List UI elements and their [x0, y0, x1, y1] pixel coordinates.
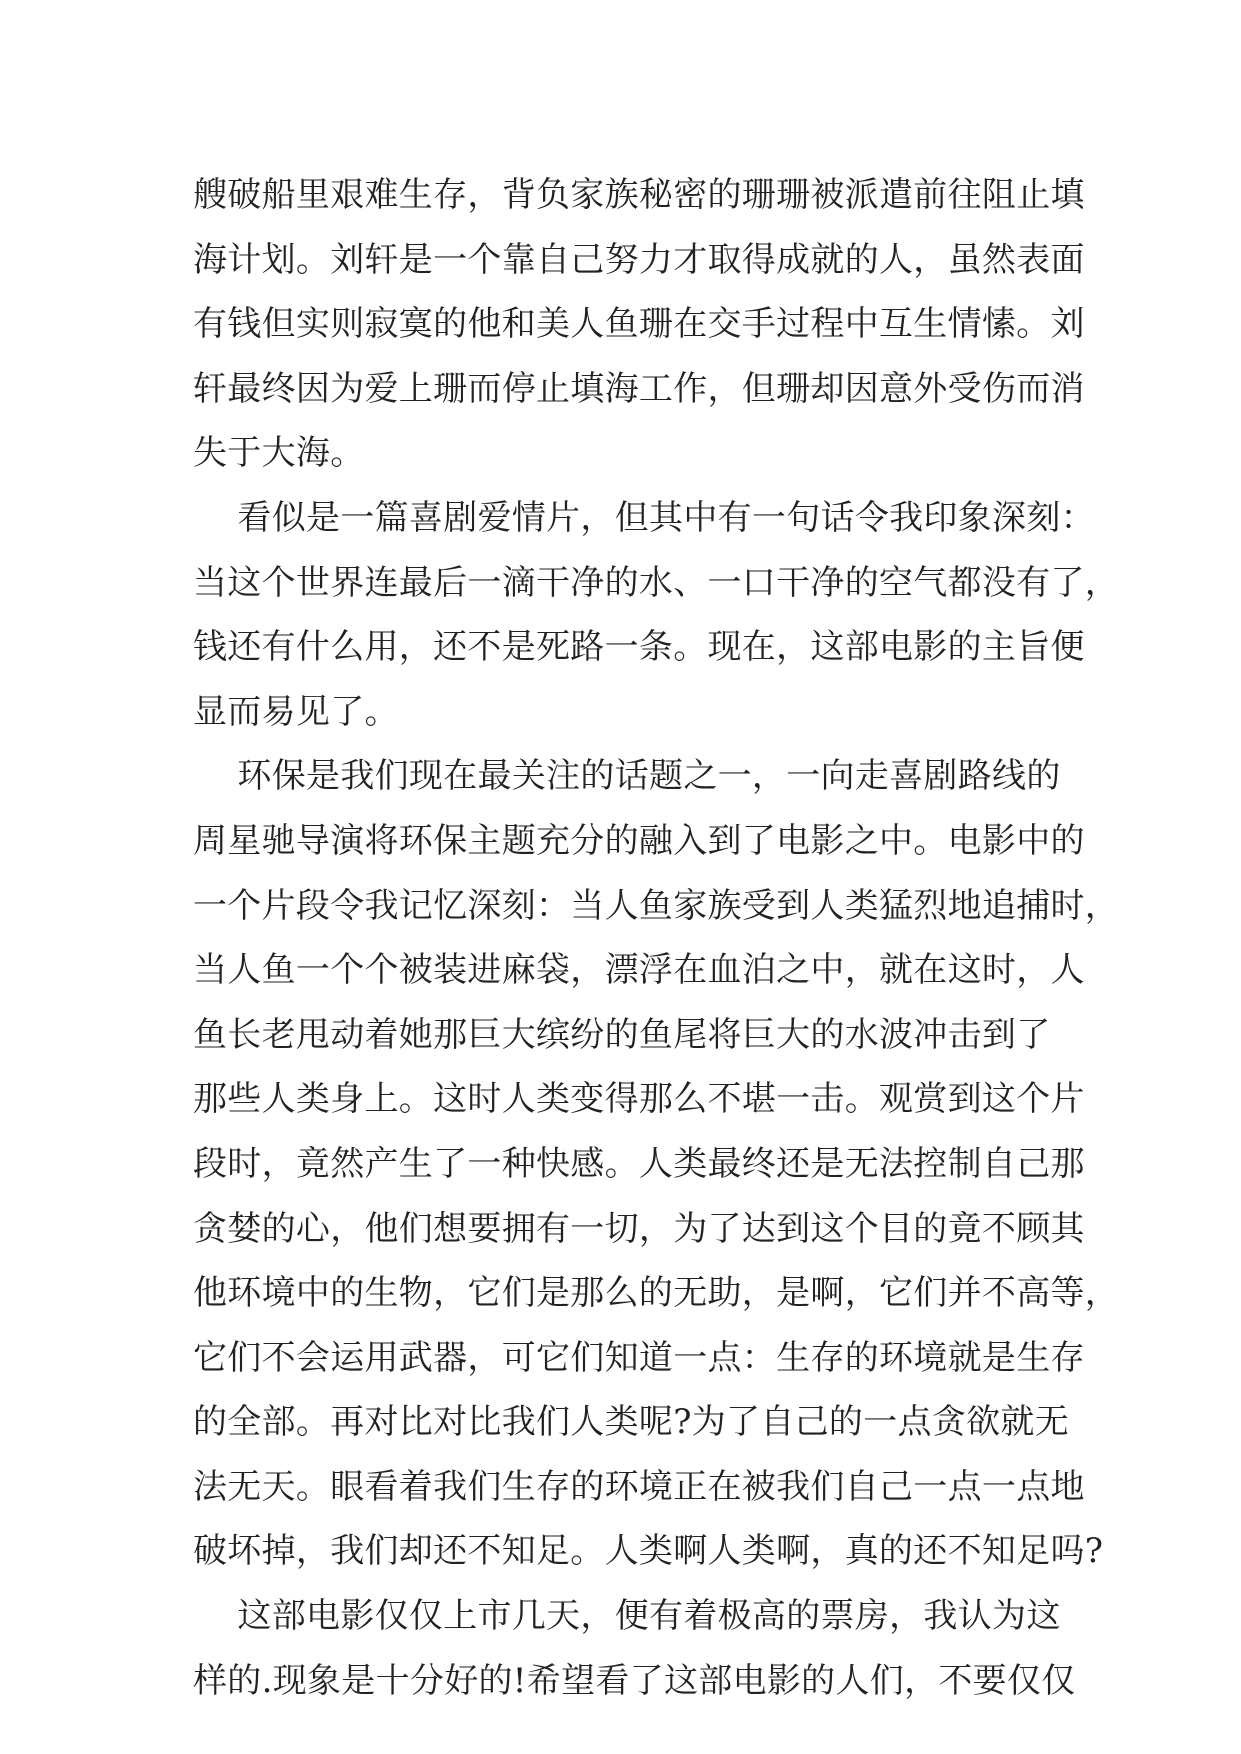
text-line: 当人鱼一个个被装进麻袋，漂浮在血泊之中，就在这时，人: [193, 950, 1085, 991]
text-line: 段时，竟然产生了一种快感。人类最终还是无法控制自己那: [193, 1143, 1085, 1184]
text-line: 样的.现象是十分好的!希望看了这部电影的人们，不要仅仅: [193, 1660, 1076, 1701]
text-line: 那些人类身上。这时人类变得那么不堪一击。观赏到这个片: [193, 1079, 1085, 1120]
text-line: 贪婪的心，他们想要拥有一切，为了达到这个目的竟不顾其: [193, 1208, 1085, 1249]
paragraph-4: [193, 1584, 1076, 1713]
text-line: 它们不会运用武器，可它们知道一点：生存的环境就是生存: [193, 1337, 1085, 1378]
text-line: 鱼长老甩动着她那巨大缤纷的鱼尾将巨大的水波冲击到了: [193, 1014, 1051, 1055]
text-line: 破坏掉，我们却还不知足。人类啊人类啊，真的还不知足吗?: [193, 1531, 1104, 1572]
text-line: 周星驰导演将环保主题充分的融入到了电影之中。电影中的: [193, 820, 1085, 861]
text-line: 轩最终因为爱上珊而停止填海工作，但珊却因意外受伤而消: [193, 368, 1085, 409]
text-line: 这部电影仅仅上市几天，便有着极高的票房，我认为这: [193, 1596, 1061, 1637]
text-line: 海计划。刘轩是一个靠自己努力才取得成就的人，虽然表面: [193, 239, 1085, 280]
text-line: 有钱但实则寂寞的他和美人鱼珊在交手过程中互生情愫。刘: [193, 304, 1085, 345]
text-line: 显而易见了。: [193, 691, 399, 732]
text-line: 钱还有什么用，还不是死路一条。现在，这部电影的主旨便: [193, 627, 1085, 668]
body-text: [193, 163, 1120, 1713]
text-line: 环保是我们现在最关注的话题之一，一向走喜剧路线的: [193, 756, 1061, 797]
paragraph-2: [193, 486, 1120, 744]
text-line: 当这个世界连最后一滴干净的水、一口干净的空气都没有了，: [193, 562, 1120, 603]
text-line: 失于大海。: [193, 433, 365, 474]
paragraph-1: [193, 163, 1085, 486]
text-line: 他环境中的生物，它们是那么的无助，是啊，它们并不高等，: [193, 1273, 1120, 1314]
text-line: 艘破船里艰难生存，背负家族秘密的珊珊被派遣前往阻止填: [193, 175, 1085, 215]
paragraph-3: [193, 744, 1120, 1584]
text-line: 的全部。再对比对比我们人类呢?为了自己的一点贪欲就无: [193, 1402, 1070, 1443]
text-line: 一个片段令我记忆深刻：当人鱼家族受到人类猛烈地追捕时，: [193, 885, 1120, 926]
text-line: 看似是一篇喜剧爱情片，但其中有一句话令我印象深刻：: [193, 497, 1095, 538]
text-line: 法无天。眼看着我们生存的环境正在被我们自己一点一点地: [193, 1466, 1085, 1507]
